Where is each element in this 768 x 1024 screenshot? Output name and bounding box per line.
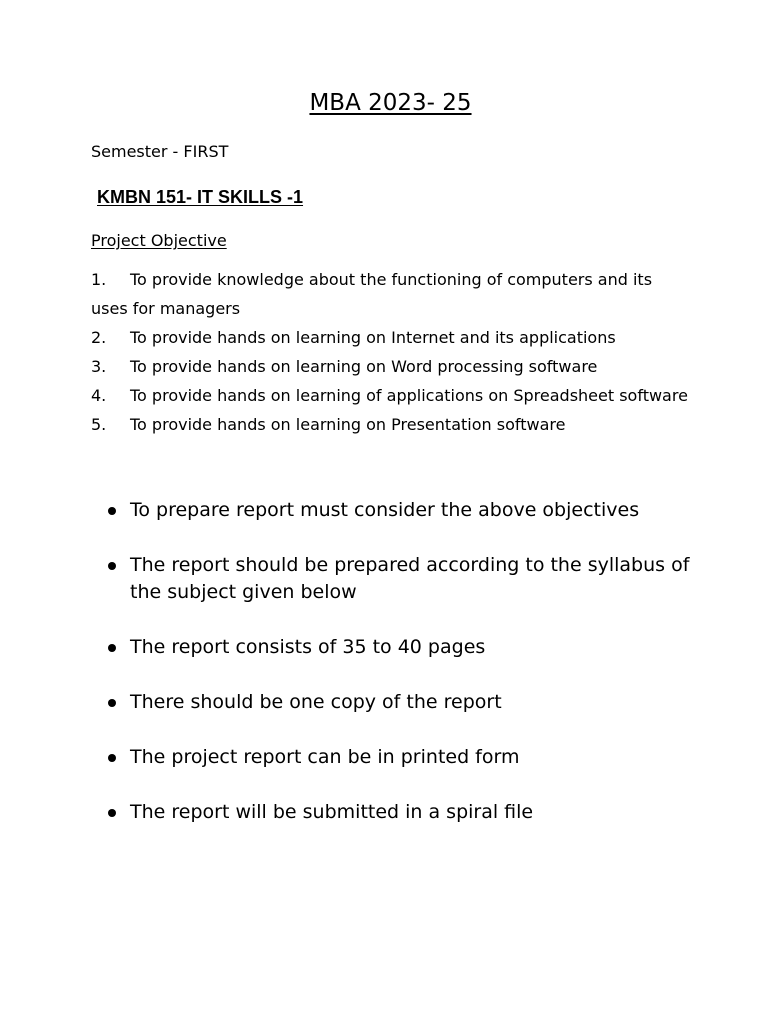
objective-item [91, 381, 691, 410]
page-title: MBA 2023- 25 [309, 90, 472, 116]
instruction-text: To prepare report must consider the above objectives [130, 499, 640, 521]
bullet-icon [108, 644, 116, 652]
bullet-icon [108, 507, 116, 515]
objective-number: 3. [91, 357, 107, 376]
objective-number: 2. [91, 328, 107, 347]
bullet-icon [108, 562, 116, 570]
objective-heading: Project Objective [91, 231, 227, 250]
objective-number: 5. [91, 415, 107, 434]
instruction-text: The report should be prepared according to the syllabus of the subject given below [130, 554, 690, 603]
objective-item [91, 410, 691, 439]
bullet-icon [108, 699, 116, 707]
objective-text: To provide hands on learning on Internet and its applications [130, 328, 616, 347]
objective-text: To provide knowledge about the functioning of computers and its uses for managers [91, 270, 653, 318]
instruction-text: There should be one copy of the report [130, 691, 502, 713]
instruction-text: The project report can be in printed form [130, 746, 520, 768]
objective-item [91, 352, 691, 381]
objective-item [91, 265, 691, 323]
instruction-item [106, 497, 726, 524]
objective-text: To provide hands on learning on Word processing software [130, 357, 598, 376]
instruction-item [106, 744, 726, 771]
bullet-icon [108, 754, 116, 762]
course-heading: KMBN 151- IT SKILLS -1 [97, 187, 304, 207]
objective-number: 4. [91, 386, 107, 405]
instruction-text: The report will be submitted in a spiral file [130, 801, 534, 823]
instructions-list [106, 497, 726, 854]
instruction-item [106, 689, 726, 716]
bullet-icon [108, 809, 116, 817]
semester-label: Semester - FIRST [91, 142, 229, 161]
instruction-text: The report consists of 35 to 40 pages [130, 636, 486, 658]
objective-text: To provide hands on learning on Presentation software [130, 415, 566, 434]
instruction-item [106, 552, 726, 606]
instruction-item [106, 634, 726, 661]
instruction-item [106, 799, 726, 826]
objectives-list [91, 265, 691, 439]
objective-number: 1. [91, 270, 107, 289]
objective-text: To provide hands on learning of applications on Spreadsheet software [130, 386, 688, 405]
objective-item [91, 323, 691, 352]
